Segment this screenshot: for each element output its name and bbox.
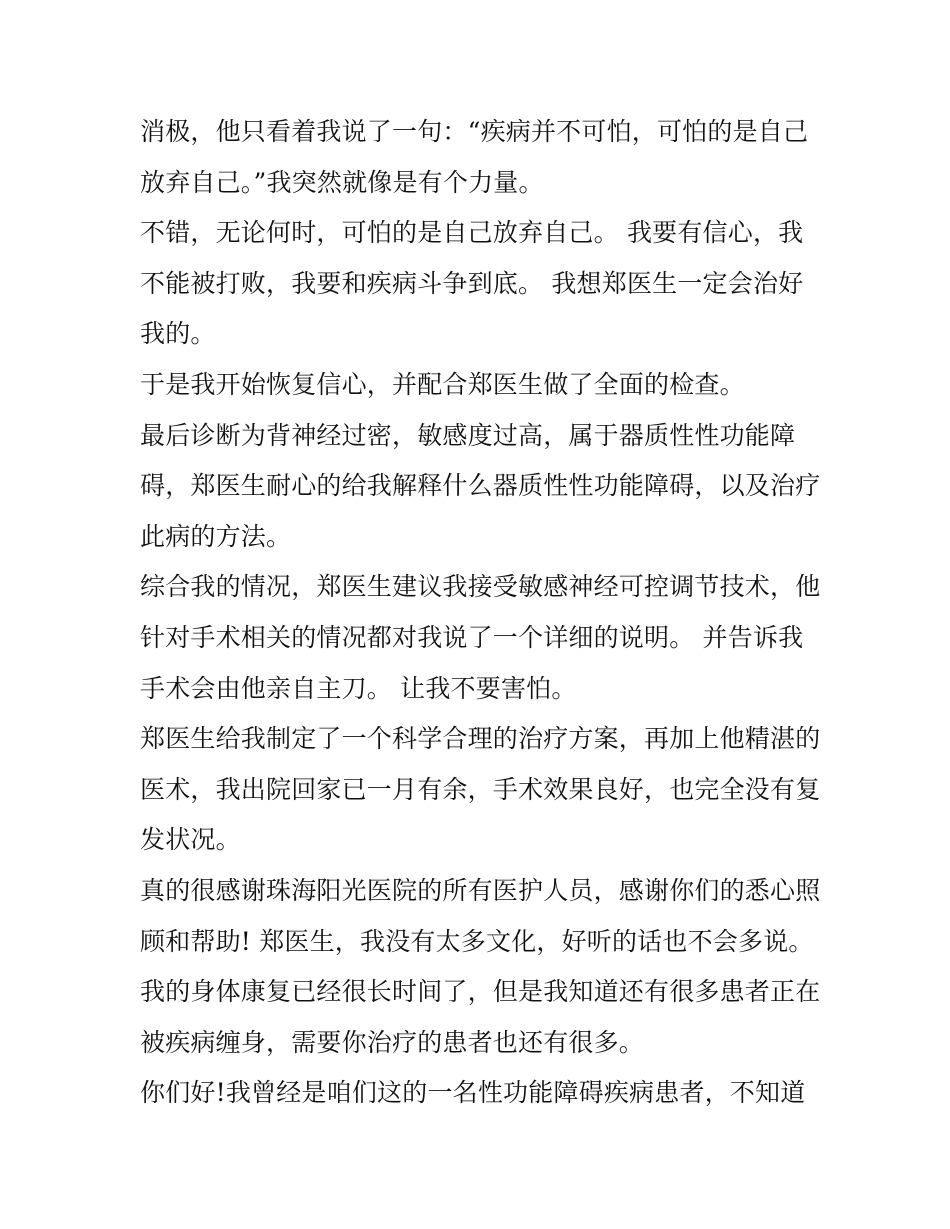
text-line: 我的。 (140, 319, 216, 349)
text-line: 不能被打败，我要和疾病斗争到底。 我想郑医生一定会治好 (140, 268, 804, 298)
text-line: 综合我的情况，郑医生建议我接受敏感神经可控调节技术，他 (140, 572, 821, 602)
text-line: 于是我开始恢复信心，并配合郑医生做了全面的检查。 (140, 369, 745, 399)
text-line: 消极，他只看着我说了一句：“疾病并不可怕，可怕的是自己 (140, 117, 809, 146)
body-text (140, 107, 820, 1119)
text-line: 不错，无论何时，可怕的是自己放弃自己。 我要有信心，我 (140, 218, 804, 248)
text-line: 放弃自己。”我突然就像是有个力量。 (140, 167, 544, 197)
text-line: 医术，我出院回家已一月有余，手术效果良好，也完全没有复 (140, 774, 821, 804)
text-line: 最后诊断为背神经过密，敏感度过高，属于器质性性功能障 (140, 420, 796, 450)
text-line: 此病的方法。 (140, 521, 292, 551)
text-line: 真的很感谢珠海阳光医院的所有医护人员，感谢你们的悉心照 (140, 875, 821, 905)
text-line: 针对手术相关的情况都对我说了一个详细的说明。 并告诉我 (140, 622, 804, 652)
text-line: 你们好!我曾经是咱们这的一名性功能障碍疾病患者，不知道 (140, 1078, 806, 1108)
text-line: 发状况。 (140, 825, 241, 855)
text-line: 我的身体康复已经很长时间了，但是我知道还有很多患者正在 (140, 977, 821, 1007)
text-line: 顾和帮助! 郑医生，我没有太多文化，好听的话也不会多说。 (140, 926, 814, 956)
text-line: 被疾病缠身，需要你治疗的患者也还有很多。 (140, 1027, 645, 1057)
text-line: 碍，郑医生耐心的给我解释什么器质性性功能障碍，以及治疗 (140, 471, 821, 501)
text-line: 手术会由他亲自主刀。 让我不要害怕。 (140, 673, 577, 703)
text-line: 郑医生给我制定了一个科学合理的治疗方案，再加上他精湛的 (140, 724, 821, 754)
